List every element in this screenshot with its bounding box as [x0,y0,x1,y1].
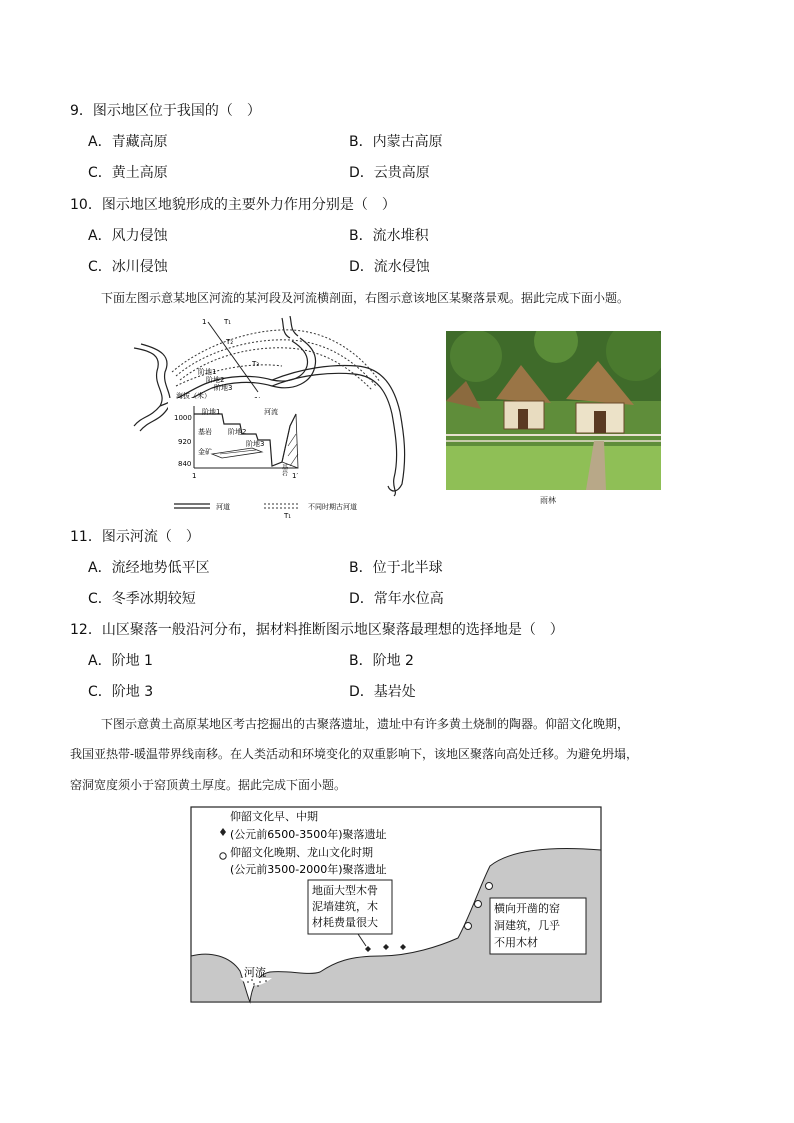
q12-option-d: D．基岩处 [349,684,416,700]
legend-ancient-label: 不同时期古河道 [308,503,357,511]
legend-early-line-1: 仰韶文化早、中期 [230,810,318,823]
section-start-label: 1 [202,318,207,326]
map-terrace-1-label: 阶地1 [198,368,217,376]
map-terrace-2-label: 阶地2 [206,376,225,384]
elevation-tick-920: 920 [178,438,192,446]
profile-axis-title: 海拔（米） [176,392,211,400]
loess-settlement-figure [190,806,602,1004]
q11-option-b: B．位于北半球 [349,560,443,576]
legend-late-line-1: 仰韶文化晚期、龙山文化时期 [230,846,373,859]
q10-option-d: D．流水侵蚀 [349,259,430,275]
q10-option-a: A．风力侵蚀 [88,228,168,244]
q11-option-c: C．冬季冰期较短 [88,591,196,607]
q12-option-b: B．阶地 2 [349,653,414,669]
profile-axis-start: 1 [192,472,197,480]
callout-right-line-1: 横向开凿的窑 [494,902,560,915]
map-terrace-3-label: 阶地3 [214,384,233,392]
profile-river: 河流 [264,408,278,416]
profile-axis-end: 1′ [292,472,299,480]
material-intro-1: 下面左图示意某地区河流的某河段及河流横剖面，右图示意该地区某聚落景观。据此完成下面小题。 [101,291,630,305]
elevation-tick-840: 840 [178,460,192,468]
callout-right-line-3: 不用木材 [494,936,538,949]
q9-stem: 9．图示地区位于我国的（ ） [70,103,261,119]
profile-terrace-1: 阶地1 [202,408,221,416]
terrace-t1-label: T₁ [224,318,232,326]
q12-option-a: A．阶地 1 [88,653,153,669]
river-section-figure [132,316,432,520]
q9-option-b: B．内蒙古高原 [349,134,443,150]
q12-stem: 12．山区聚落一般沿河分布，据材料推断图示地区聚落最理想的选择地是（ ） [70,622,564,638]
material-intro-2-line-1: 下图示意黄土高原某地区考古挖掘出的古聚落遗址，遗址中有许多黄土烧制的陶器。仰韶文化晚期， [101,717,630,731]
q10-stem: 10．图示地区地貌形成的主要外力作用分别是（ ） [70,197,396,213]
material-intro-2-line-2: 我国亚热带-暖温带界线南移。在人类活动和环境变化的双重影响下，该地区聚落向高处迁移。为避免坍塌， [70,747,639,761]
material-intro-2-line-3: 窑洞宽度须小于窑顶黄土厚度。据此完成下面小题。 [70,778,347,792]
legend-late-line-2: (公元前3500-2000年)聚落遗址 [230,863,387,876]
profile-terrace-3: 阶地3 [246,440,265,448]
callout-right-line-2: 洞建筑，几乎 [494,919,560,932]
callout-left-line-3: 材耗费量很大 [312,916,378,929]
legend-early-line-2: (公元前6500-3500年)聚落遗址 [230,828,387,841]
late-site-marker [465,923,472,930]
q9-option-d: D．云贵高原 [349,165,430,181]
late-site-marker-legend [220,853,226,859]
q12-option-c: C．阶地 3 [88,684,154,700]
q11-option-d: D．常年水位高 [349,591,444,607]
late-site-marker [475,901,482,908]
profile-terrace-2: 阶地2 [228,428,247,436]
profile-gold: 金矿 [198,448,212,456]
q9-option-c: C．黄土高原 [88,165,168,181]
q9-option-a: A．青藏高原 [88,134,168,150]
terrace-t2-label: T₂ [226,338,234,346]
q11-stem: 11．图示河流（ ） [70,529,200,545]
river-label: 河流 [244,966,266,979]
legend-t1-label: T₁ [284,512,292,520]
callout-left-line-1: 地面大型木骨 [312,884,378,897]
elevation-tick-1000: 1000 [174,414,192,422]
profile-bedrock-right: 基岩 [280,464,288,476]
terrace-t3-label: T₃ [252,360,260,368]
q11-option-a: A．流经地势低平区 [88,560,210,576]
settlement-photo [446,331,661,490]
photo-caption: 雨林 [540,496,556,505]
q10-option-c: C．冰川侵蚀 [88,259,168,275]
legend-channel-label: 河道 [216,503,230,511]
q10-option-b: B．流水堆积 [349,228,429,244]
late-site-marker [486,883,493,890]
profile-bedrock-left: 基岩 [198,428,212,436]
callout-left-line-2: 泥墙建筑，木 [312,900,378,913]
